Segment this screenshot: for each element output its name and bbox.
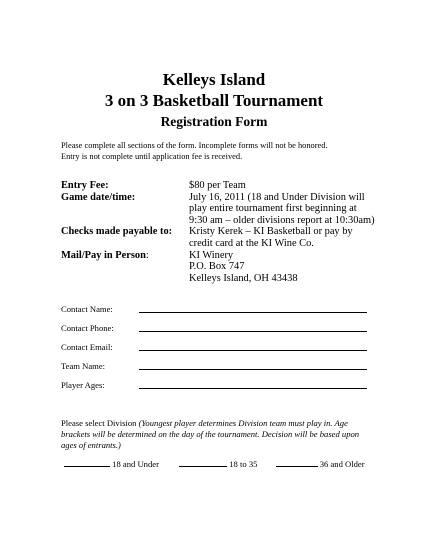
division-option-label: 36 and Older: [319, 459, 365, 469]
checks-label: Checks made payable to:: [61, 226, 173, 238]
entry-fee-row: [61, 180, 375, 192]
tournament-title: 3 on 3 Basketball Tournament: [104, 91, 324, 110]
entry-fee-value: $80 per Team: [189, 180, 246, 191]
division-note: ages of entrants.): [61, 439, 121, 450]
division-option-18-35[interactable]: [179, 458, 257, 469]
division-blank[interactable]: [276, 458, 318, 467]
instructions: [61, 141, 328, 162]
team-name-label: Team Name:: [61, 361, 106, 371]
division-option-label: 18 and Under: [112, 459, 159, 469]
contact-phone-field[interactable]: [61, 319, 381, 338]
game-date-line: 9:30 am – older divisions report at 10:30am): [189, 214, 375, 226]
game-date-label: Game date/time:: [61, 191, 136, 203]
contact-phone-line[interactable]: [139, 331, 367, 332]
contact-email-field[interactable]: [61, 338, 381, 357]
division-option-18-under[interactable]: [64, 458, 159, 469]
contact-fields: [61, 300, 381, 395]
division-blank[interactable]: [64, 458, 110, 467]
game-date-line: play entire tournament first beginning at: [189, 203, 357, 215]
player-ages-field[interactable]: [61, 376, 381, 395]
team-name-field[interactable]: [61, 357, 381, 376]
division-option-label: 18 to 35: [229, 459, 258, 469]
checks-line: credit card at the KI Wine Co.: [189, 237, 314, 249]
entry-fee-label: Entry Fee:: [61, 180, 109, 191]
contact-email-line[interactable]: [139, 350, 367, 351]
player-ages-label: Player Ages:: [61, 380, 105, 390]
game-date-row: [61, 192, 375, 227]
mail-label-text: Mail/Pay in Person: [61, 249, 146, 261]
division-note: brackets will be determined on the day of the tournament. Decision will be based upon: [61, 428, 360, 439]
player-ages-line[interactable]: [139, 388, 367, 389]
contact-name-field[interactable]: [61, 300, 381, 319]
contact-name-label: Contact Name:: [61, 304, 113, 314]
instructions-line-1: Please complete all sections of the form. Incomplete forms will not be honored.: [61, 141, 328, 150]
contact-phone-label: Contact Phone:: [61, 323, 114, 333]
mail-address-line: Kelleys Island, OH 43438: [189, 272, 298, 284]
checks-line: Kristy Kerek – KI Basketball or pay by: [189, 226, 353, 238]
division-intro: Please select Division: [61, 418, 139, 428]
division-blank[interactable]: [179, 458, 227, 467]
contact-name-line[interactable]: [139, 312, 367, 313]
division-options: [64, 458, 375, 469]
team-name-line[interactable]: [139, 369, 367, 370]
mail-address-line: KI Winery: [189, 249, 234, 261]
mail-row: [61, 250, 375, 285]
form-title: Registration Form: [160, 114, 268, 129]
division-option-36-older[interactable]: [276, 458, 365, 469]
checks-row: [61, 226, 375, 249]
instructions-line-2: Entry is not complete until application fee is received.: [61, 151, 243, 161]
game-date-line: July 16, 2011 (18 and Under Division will: [189, 191, 365, 203]
mail-label-colon: :: [145, 249, 149, 261]
event-title: Kelleys Island: [162, 70, 266, 89]
event-info: [61, 180, 375, 284]
division-section: [61, 418, 381, 450]
division-note: (Youngest player determines Division team must play in. Age: [138, 418, 348, 428]
mail-address-line: P.O. Box 747: [189, 261, 245, 273]
contact-email-label: Contact Email:: [61, 342, 113, 352]
mail-label: [61, 250, 149, 262]
division-line-1: [61, 418, 381, 429]
